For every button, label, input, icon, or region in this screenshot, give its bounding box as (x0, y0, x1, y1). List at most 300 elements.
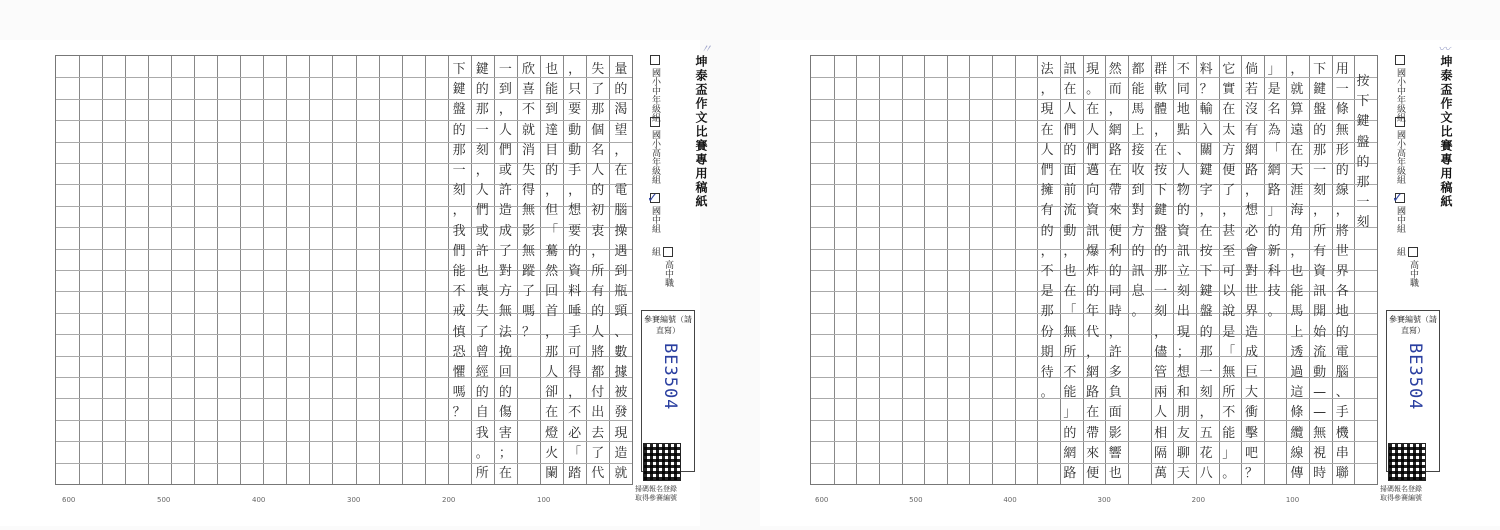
heading-character: 下 (1356, 94, 1370, 110)
written-character: 量 (614, 62, 628, 77)
written-character: 數 (614, 344, 628, 360)
written-character: 遠 (1290, 122, 1304, 138)
written-character: ， (1086, 344, 1100, 360)
written-character: ， (1040, 82, 1054, 98)
written-character: ； (498, 445, 512, 461)
written-character: 一 (452, 163, 466, 179)
written-character: 鍵 (1199, 163, 1213, 179)
written-character: 倘 (1244, 62, 1258, 77)
written-character: 而 (1108, 82, 1122, 98)
written-character: 人 (498, 122, 512, 138)
written-character: 輸 (1199, 102, 1213, 118)
written-character: 方 (1222, 142, 1236, 158)
written-character: 火 (545, 445, 559, 461)
heading-character: 按 (1356, 74, 1370, 89)
written-character: ？ (521, 324, 535, 340)
written-character: 了 (1222, 183, 1236, 199)
written-character: 料 (1199, 62, 1213, 77)
written-character: 唾 (568, 304, 582, 320)
written-character: 們 (498, 142, 512, 158)
written-character: 的 (1040, 223, 1054, 239)
written-character: 在 (1290, 142, 1304, 158)
written-character: 始 (1313, 324, 1327, 340)
written-character: 太 (1222, 122, 1236, 138)
written-character: — (1313, 405, 1327, 421)
written-character: 造 (614, 445, 628, 461)
written-character: 是 (1267, 82, 1281, 98)
written-character: 爆 (1086, 243, 1100, 259)
written-character: 們 (475, 203, 489, 219)
text-column (518, 60, 540, 343)
category-option[interactable]: 高中職組 (1395, 247, 1418, 287)
written-character: 慎 (452, 324, 466, 340)
written-character: ； (1176, 344, 1190, 360)
written-character: 踏 (568, 466, 582, 482)
written-character: 影 (1108, 425, 1122, 441)
category-option[interactable]: ✓ 國中組 (645, 191, 660, 233)
written-character: 無 (521, 243, 535, 259)
written-character: 網 (1267, 163, 1281, 179)
written-character: 無 (1313, 425, 1327, 441)
checkbox-icon[interactable] (650, 55, 660, 65)
written-character: 隔 (1154, 445, 1168, 461)
written-character: 軟 (1154, 82, 1168, 98)
essay-heading (1352, 72, 1374, 234)
written-character: 不 (452, 284, 466, 300)
category-checkboxes (641, 55, 691, 295)
written-character: 來 (1086, 445, 1100, 461)
written-character: 下 (1154, 183, 1168, 199)
written-character: 待 (1040, 365, 1054, 381)
scale-mark: 400 (252, 496, 266, 504)
text-column (587, 60, 609, 484)
written-character: 網 (1063, 445, 1077, 461)
written-character: 管 (1154, 365, 1168, 381)
written-character: 的 (475, 82, 489, 98)
written-character: 一 (1313, 163, 1327, 179)
written-character: ， (1290, 243, 1304, 259)
written-character: 」 (1267, 203, 1281, 219)
written-character: 面 (1063, 163, 1077, 179)
written-character: 經 (475, 365, 489, 381)
written-character: 儘 (1154, 344, 1168, 360)
written-character: 付 (591, 385, 605, 401)
written-character: 便 (1086, 466, 1100, 482)
written-character: 無 (1222, 365, 1236, 381)
paper-title: 坤泰盃作文比賽專用稿紙 (694, 55, 708, 209)
written-character: 出 (591, 405, 605, 421)
heading-character: 的 (1356, 154, 1370, 170)
written-character: 花 (1199, 445, 1213, 461)
written-character: 那 (1040, 304, 1054, 320)
written-character: 盤 (1313, 102, 1327, 118)
written-character: 現 (614, 425, 628, 441)
written-character: 那 (475, 102, 489, 118)
written-character: 帶 (1108, 183, 1122, 199)
written-character: 下 (1199, 264, 1213, 280)
written-character: 角 (1290, 223, 1304, 239)
written-character: 回 (498, 365, 512, 381)
written-character: 的 (1063, 142, 1077, 158)
written-character: 入 (1199, 122, 1213, 138)
written-character: 盤 (1154, 223, 1168, 239)
written-character: 的 (614, 82, 628, 98)
written-character: 友 (1176, 425, 1190, 441)
written-character: 造 (1244, 324, 1258, 340)
written-character: 戒 (452, 304, 466, 320)
written-character: 方 (1131, 223, 1145, 239)
written-character: 個 (591, 122, 605, 138)
written-character: 在 (1040, 122, 1054, 138)
written-character: 所 (591, 264, 605, 280)
written-character: 一 (498, 62, 512, 77)
written-character: ， (1290, 62, 1304, 77)
written-character: 們 (1063, 122, 1077, 138)
left-header-panel (635, 55, 725, 502)
written-character: 動 (568, 142, 582, 158)
scale-mark: 600 (815, 496, 829, 504)
written-character: 訊 (1086, 223, 1100, 239)
heading-character: 刻 (1356, 215, 1370, 231)
written-character: ， (1063, 243, 1077, 259)
written-character: 望 (614, 122, 628, 138)
written-character: 傳 (1290, 466, 1304, 482)
written-character: 名 (591, 142, 605, 158)
written-character: 發 (614, 405, 628, 421)
written-character: 刻 (475, 142, 489, 158)
written-character: 那 (1154, 264, 1168, 280)
written-character: 向 (1086, 183, 1100, 199)
written-character: 們 (452, 243, 466, 259)
written-character: 鍵 (475, 62, 489, 77)
written-character: ， (475, 163, 489, 179)
written-character: 時 (1313, 466, 1327, 482)
written-character: 目 (545, 142, 559, 158)
heading-character: 鍵 (1356, 114, 1370, 130)
written-character: 人 (1154, 405, 1168, 421)
written-character: 一 (1335, 82, 1349, 98)
written-character: 時 (1108, 304, 1122, 320)
right-header-panel (1380, 55, 1470, 502)
written-character: 期 (1040, 344, 1054, 360)
written-character: 蹤 (521, 264, 535, 280)
written-character: 算 (1290, 102, 1304, 118)
category-option[interactable]: 國小中年級組 (1394, 55, 1407, 122)
text-column (564, 60, 586, 484)
written-character: 萬 (1154, 466, 1168, 482)
written-character: 下 (452, 62, 466, 77)
written-character: 也 (545, 62, 559, 77)
written-character: 要 (568, 223, 582, 239)
written-character: 訊 (1313, 284, 1327, 300)
written-character: 動 (1313, 365, 1327, 381)
written-character: 界 (1335, 264, 1349, 280)
checkbox-icon[interactable] (650, 117, 660, 127)
checkmark-icon: ✓ (645, 191, 660, 206)
checkmark-icon: ✓ (1390, 191, 1405, 206)
written-character: 。 (1086, 82, 1100, 98)
written-character: ， (1108, 324, 1122, 340)
category-option[interactable]: 國小中年級組 (649, 55, 662, 122)
written-character: 的 (545, 163, 559, 179)
written-character: 一 (475, 122, 489, 138)
written-character: 人 (1040, 142, 1054, 158)
qr-code-icon[interactable] (1388, 443, 1426, 481)
written-character: 闌 (545, 466, 559, 482)
written-character: 腦 (1335, 365, 1349, 381)
written-character: 不 (1222, 405, 1236, 421)
written-character: 腦 (614, 203, 628, 219)
category-option[interactable]: 國小高年級組 (1394, 117, 1407, 184)
written-character: 了 (475, 324, 489, 340)
written-character: 物 (1176, 183, 1190, 199)
written-character: 在 (1063, 284, 1077, 300)
written-character: 吧 (1244, 445, 1258, 461)
written-character: 路 (1267, 183, 1281, 199)
written-character: 失 (591, 62, 605, 77)
checkbox-icon[interactable] (663, 247, 673, 257)
written-character: 動 (1063, 223, 1077, 239)
written-character: 地 (1335, 304, 1349, 320)
written-character: 巨 (1244, 365, 1258, 381)
text-column (448, 60, 470, 424)
written-character: 人 (591, 324, 605, 340)
written-character: 挽 (498, 344, 512, 360)
written-character: 想 (1176, 365, 1190, 381)
scale-mark: 200 (442, 496, 456, 504)
written-character: 世 (1244, 284, 1258, 300)
written-character: 若 (1244, 82, 1258, 98)
written-character: 的 (1108, 264, 1122, 280)
written-character: 以 (1222, 284, 1236, 300)
written-character: 過 (1290, 365, 1304, 381)
written-character: 鍵 (1154, 203, 1168, 219)
written-character: 許 (475, 243, 489, 259)
written-character: 所 (1063, 344, 1077, 360)
written-character: 。 (475, 445, 489, 461)
scale-mark: 500 (157, 496, 171, 504)
written-character: 無 (498, 304, 512, 320)
written-character: 就 (614, 466, 628, 482)
entry-number-label: 參賽編號（請直寫） (1389, 315, 1437, 335)
written-character: 路 (1244, 163, 1258, 179)
written-character: 將 (1335, 223, 1349, 239)
written-character: 刻 (1176, 284, 1190, 300)
written-character: 想 (1244, 203, 1258, 219)
written-character: 了 (498, 243, 512, 259)
written-character: 同 (1108, 284, 1122, 300)
written-character: 的 (1131, 243, 1145, 259)
written-character: 和 (1176, 385, 1190, 401)
written-character: 形 (1335, 142, 1349, 158)
written-character: 訊 (1176, 243, 1190, 259)
written-character: — (1313, 385, 1327, 401)
written-character: 鍵 (1199, 284, 1213, 300)
written-character: 」 (1063, 405, 1077, 421)
written-character: 也 (1108, 466, 1122, 482)
written-character: ， (545, 324, 559, 340)
written-character: 「 (568, 445, 582, 461)
category-option[interactable]: 高中職組 (650, 247, 673, 287)
written-character: 資 (568, 264, 582, 280)
written-character: 世 (1335, 243, 1349, 259)
written-character: 不 (568, 405, 582, 421)
written-character: 是 (1222, 324, 1236, 340)
written-character: 在 (1154, 142, 1168, 158)
written-character: 那 (545, 344, 559, 360)
qr-caption: 掃碼報名登錄 取得參賽編號 (1380, 485, 1422, 502)
margin-scribble: 〰 (1438, 42, 1451, 56)
written-character: 天 (1290, 163, 1304, 179)
written-character: 刻 (1199, 385, 1213, 401)
written-character: 了 (521, 284, 535, 300)
written-character: 不 (521, 102, 535, 118)
qr-code-icon[interactable] (643, 443, 681, 481)
text-column (1195, 60, 1217, 484)
written-character: 現 (1176, 324, 1190, 340)
written-character: 喪 (475, 284, 489, 300)
written-character: 網 (1086, 365, 1100, 381)
written-character: ， (614, 142, 628, 158)
written-character: 可 (1222, 264, 1236, 280)
written-character: 在 (1222, 102, 1236, 118)
written-character: ， (1244, 183, 1258, 199)
written-character: 流 (1313, 344, 1327, 360)
written-character: 纜 (1290, 425, 1304, 441)
written-character: 按 (1154, 163, 1168, 179)
written-character: 資 (1313, 264, 1327, 280)
written-character: 在 (545, 405, 559, 421)
written-character: 的 (1335, 163, 1349, 179)
written-character: 到 (545, 102, 559, 118)
checkbox-icon[interactable] (1395, 117, 1405, 127)
written-character: 人 (591, 163, 605, 179)
checkbox-icon[interactable] (1408, 247, 1418, 257)
written-character: 透 (1290, 344, 1304, 360)
written-character: 有 (591, 284, 605, 300)
checkbox-icon[interactable] (1395, 55, 1405, 65)
written-character: 流 (1063, 203, 1077, 219)
written-character: 那 (1199, 344, 1213, 360)
written-character: ， (1040, 243, 1054, 259)
written-character: 體 (1154, 102, 1168, 118)
written-character: 失 (521, 163, 535, 179)
written-character: 在 (1199, 223, 1213, 239)
written-character: 達 (545, 122, 559, 138)
written-character: 資 (1176, 223, 1190, 239)
written-character: 被 (614, 385, 628, 401)
written-character: 電 (614, 183, 628, 199)
written-character: 現 (1086, 62, 1100, 77)
written-character: 路 (1108, 142, 1122, 158)
written-character: 傷 (498, 405, 512, 421)
written-character: 實 (1222, 82, 1236, 98)
written-character: 能 (1063, 385, 1077, 401)
written-character: 料 (568, 284, 582, 300)
written-character: 到 (614, 264, 628, 280)
written-character: 資 (1086, 203, 1100, 219)
written-character: 嗎 (521, 304, 535, 320)
written-character: 的 (1267, 223, 1281, 239)
written-character: 擊 (1244, 425, 1258, 441)
written-character: 代 (591, 466, 605, 482)
written-character: 也 (1063, 264, 1077, 280)
written-character: 害 (498, 425, 512, 441)
scale-mark: 100 (1285, 496, 1300, 504)
written-character: 能 (1290, 284, 1304, 300)
written-character: 下 (1313, 62, 1327, 77)
written-character: 同 (1176, 82, 1190, 98)
category-option[interactable]: ✓ 國中組 (1390, 191, 1405, 233)
written-character: 電 (1335, 344, 1349, 360)
written-character: 對 (1244, 264, 1258, 280)
written-character: 想 (568, 203, 582, 219)
written-character: 對 (1131, 203, 1145, 219)
text-column (610, 60, 632, 484)
written-character: 不 (1063, 365, 1077, 381)
written-character: 線 (1290, 445, 1304, 461)
written-character: 帶 (1086, 425, 1100, 441)
text-column (471, 60, 493, 484)
written-character: ， (1313, 203, 1327, 219)
category-checkboxes (1386, 55, 1436, 295)
text-column (1150, 60, 1172, 484)
written-character: 不 (1176, 62, 1190, 77)
text-column (1263, 60, 1285, 323)
written-character: 去 (591, 425, 605, 441)
written-character: 喜 (521, 82, 535, 98)
written-character: ， (545, 183, 559, 199)
written-character: 無 (521, 203, 535, 219)
written-character: 了 (591, 445, 605, 461)
written-character: 相 (1154, 425, 1168, 441)
written-character: 機 (1335, 425, 1349, 441)
written-character: 到 (1131, 183, 1145, 199)
written-character: 頸 (614, 304, 628, 320)
written-character: 一 (1199, 365, 1213, 381)
written-character: 條 (1335, 102, 1349, 118)
written-character: 能 (1131, 82, 1145, 98)
category-option[interactable]: 國小高年級組 (649, 117, 662, 184)
text-column (1218, 60, 1240, 484)
written-character: 五 (1199, 425, 1213, 441)
written-character: 「 (1063, 304, 1077, 320)
heading-character: 那 (1356, 175, 1370, 191)
written-character: ， (1154, 122, 1168, 138)
written-character: 所 (475, 466, 489, 482)
written-character: 手 (1335, 405, 1349, 421)
written-character: 。 (1222, 466, 1236, 482)
written-character: 就 (521, 122, 535, 138)
written-character: 有 (1244, 122, 1258, 138)
written-character: 一 (1154, 284, 1168, 300)
written-character: 朋 (1176, 405, 1190, 421)
written-character: 有 (1313, 243, 1327, 259)
written-character: 。 (1040, 385, 1054, 401)
written-character: 科 (1267, 264, 1281, 280)
written-character: 按 (1199, 243, 1213, 259)
written-character: 開 (1313, 304, 1327, 320)
written-character: 了 (591, 82, 605, 98)
written-character: 人 (1063, 102, 1077, 118)
written-character: 法 (1040, 62, 1054, 77)
written-character: ， (498, 102, 512, 118)
written-character: 刻 (452, 183, 466, 199)
written-character: ？ (452, 405, 466, 421)
written-character: 說 (1222, 304, 1236, 320)
written-character: 「 (1267, 142, 1281, 158)
text-column (1036, 60, 1058, 403)
